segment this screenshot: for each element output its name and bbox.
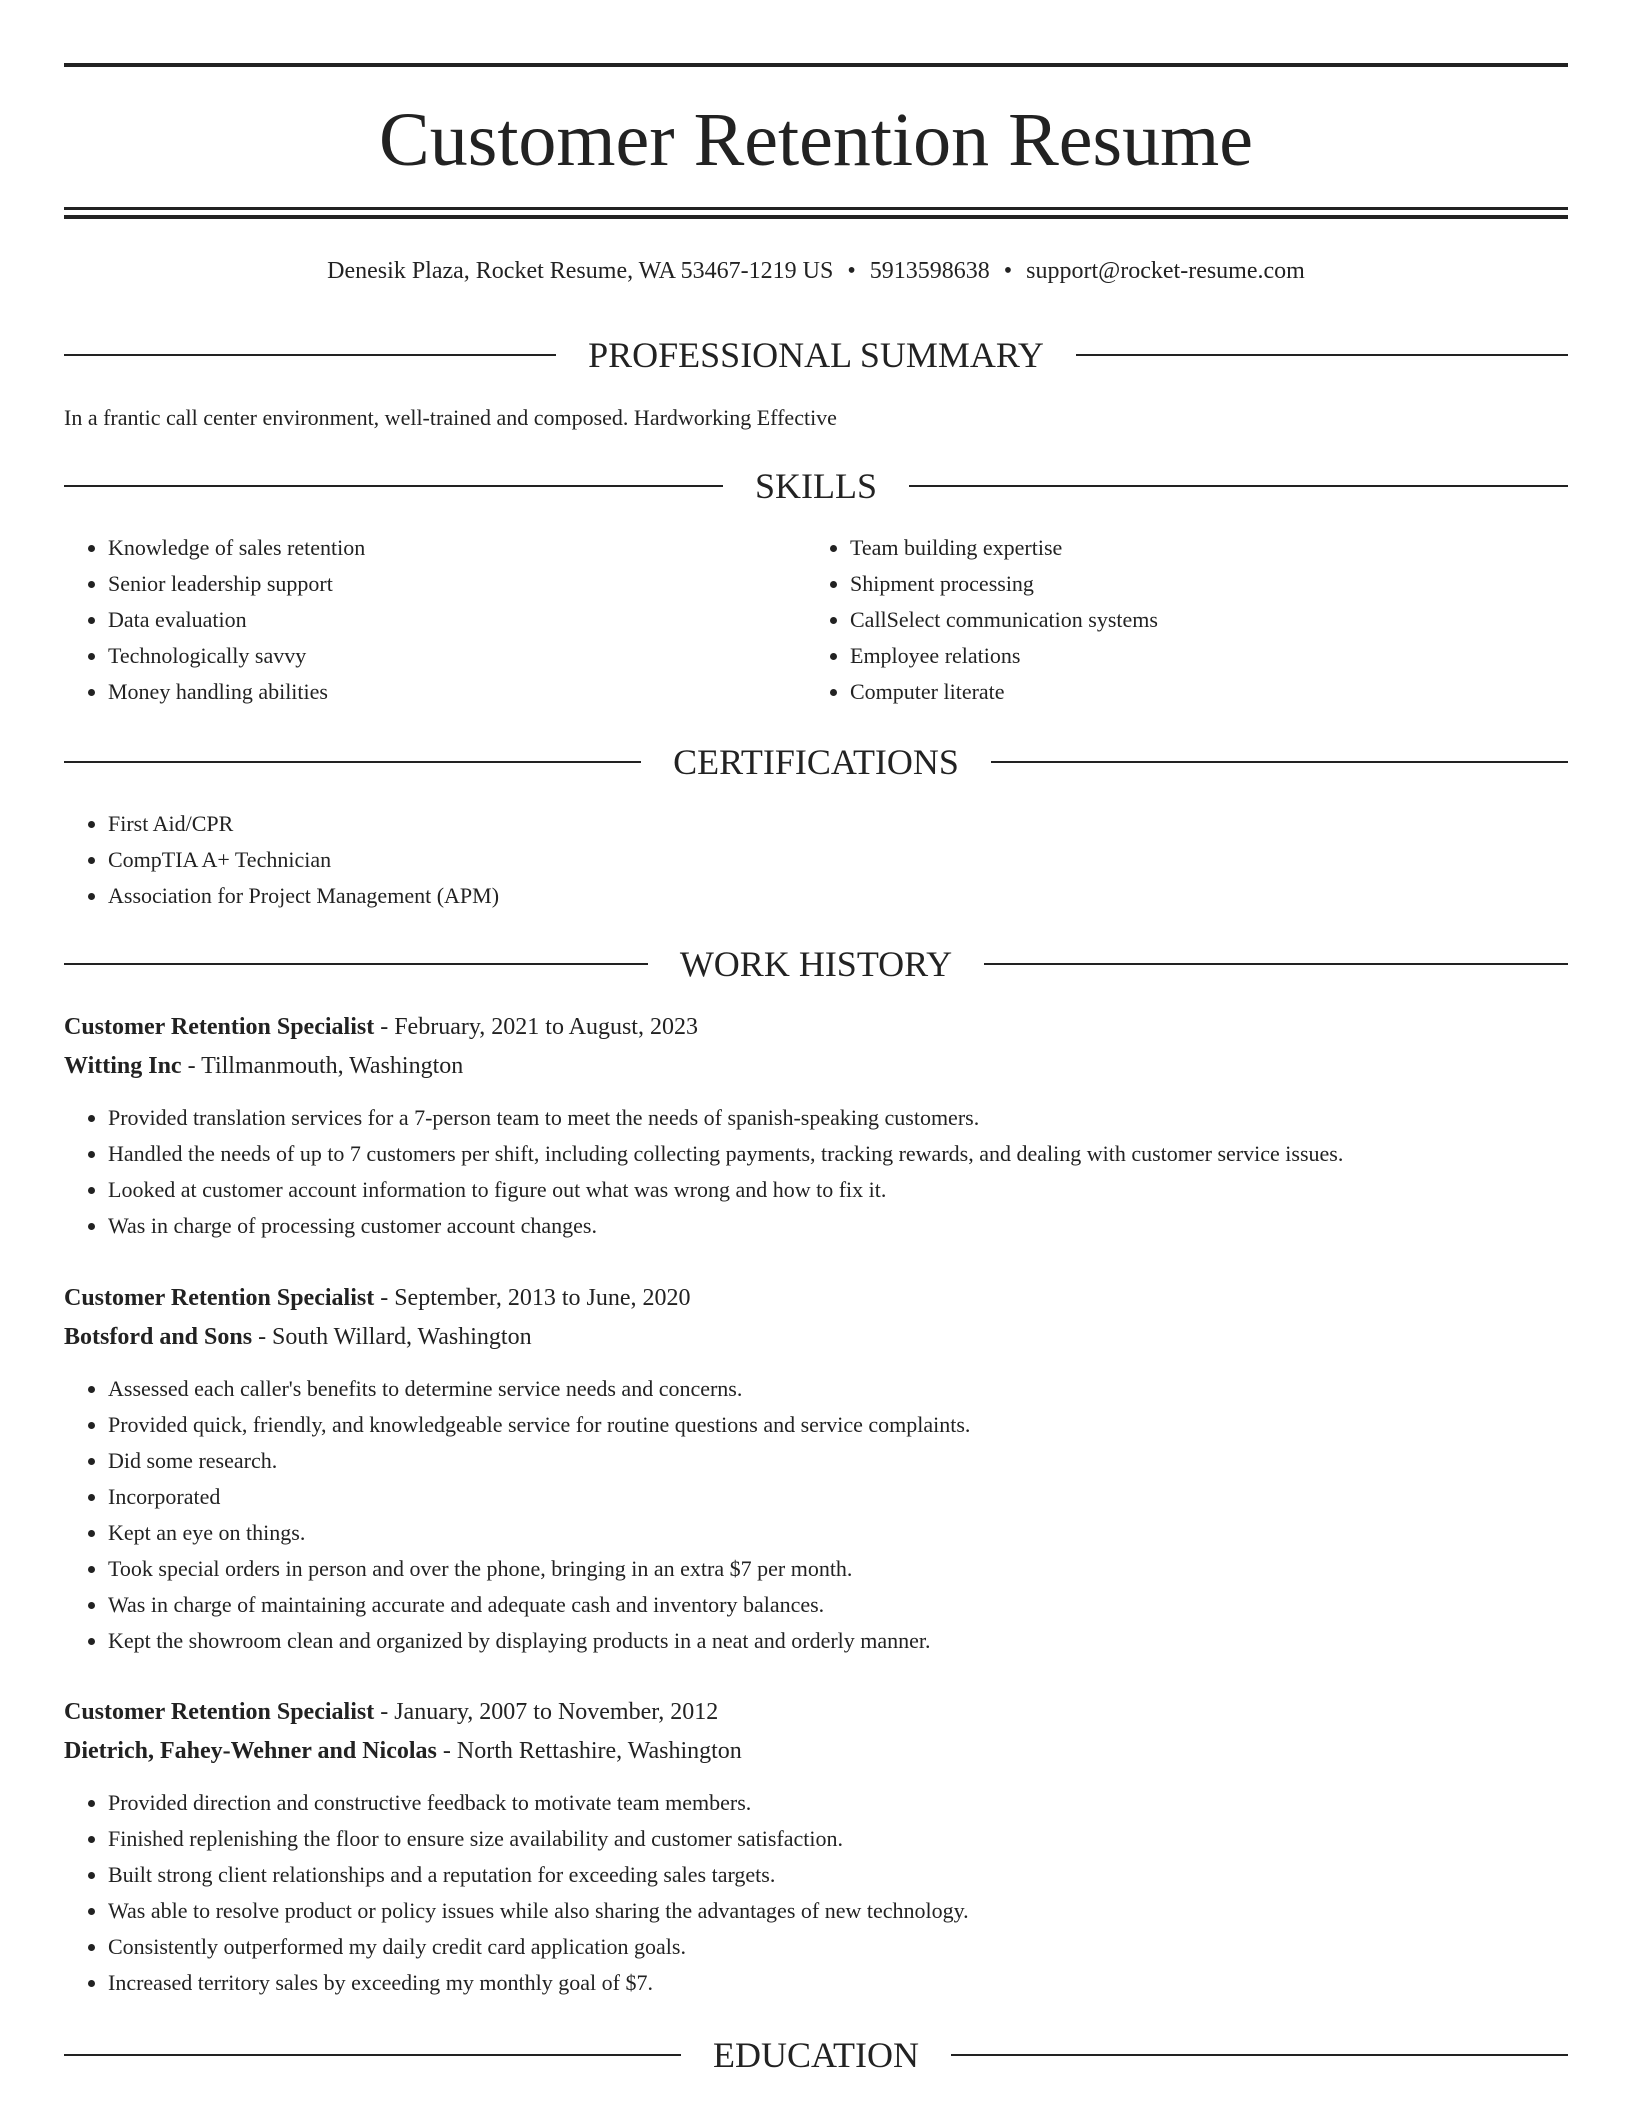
- job-entry: [64, 1693, 1568, 2001]
- skill-item: • Shipment processing: [850, 566, 1566, 602]
- section-heading-certifications: [64, 737, 1568, 787]
- job-duty: • Took special orders in person and over the phone, bringing in an extra $7 per month.: [108, 1551, 1568, 1587]
- job-duty: • Increased territory sales by exceeding my monthly goal of $7.: [108, 1965, 1568, 2001]
- job-duty: • Handled the needs of up to 7 customers per shift, including collecting payments, tracking rewards, and dealing with customer service issues.: [108, 1136, 1568, 1172]
- contact-address: Denesik Plaza, Rocket Resume, WA 53467-1219 US: [327, 258, 834, 284]
- job-company: Witting Inc: [64, 1053, 182, 1079]
- divider: [64, 761, 641, 763]
- job-duties-list: [64, 1371, 1568, 1659]
- divider: [909, 485, 1568, 487]
- job-duty: • Assessed each caller's benefits to determine service needs and concerns.: [108, 1371, 1568, 1407]
- divider: [64, 354, 556, 356]
- job-dates: - September, 2013 to June, 2020: [374, 1285, 691, 1311]
- section-heading-summary: [64, 330, 1568, 380]
- divider: [64, 2054, 681, 2056]
- skill-item: • Money handling abilities: [108, 674, 764, 710]
- certifications-list: [64, 806, 1568, 914]
- section-title: PROFESSIONAL SUMMARY: [588, 335, 1044, 375]
- divider: [1076, 354, 1568, 356]
- job-role-line: [64, 1693, 1568, 1732]
- header-bottom-rule: [64, 207, 1568, 210]
- contact-separator: •: [847, 258, 856, 284]
- section-title: EDUCATION: [713, 2035, 919, 2075]
- job-title: Customer Retention Specialist: [64, 1699, 375, 1725]
- job-company: Botsford and Sons: [64, 1324, 253, 1350]
- skill-item: • Employee relations: [850, 638, 1566, 674]
- job-title: Customer Retention Specialist: [64, 1285, 375, 1311]
- divider: [64, 485, 723, 487]
- job-dates: - January, 2007 to November, 2012: [374, 1699, 719, 1725]
- job-employer-line: [64, 1318, 1568, 1357]
- job-duty: • Was in charge of processing customer account changes.: [108, 1208, 1568, 1244]
- contact-separator: •: [1003, 258, 1013, 284]
- job-duty: • Did some research.: [108, 1443, 1568, 1479]
- section-heading-work-history: [64, 939, 1568, 989]
- job-duty: • Consistently outperformed my daily credit card application goals.: [108, 1929, 1568, 1965]
- job-entry: [64, 1008, 1568, 1244]
- divider: [991, 761, 1568, 763]
- job-duty: • Kept an eye on things.: [108, 1515, 1568, 1551]
- contact-phone: 5913598638: [869, 258, 990, 284]
- section-title: CERTIFICATIONS: [673, 742, 959, 782]
- skill-item: • Senior leadership support: [108, 566, 764, 602]
- divider: [984, 963, 1568, 965]
- section-heading-education: [64, 2030, 1568, 2080]
- job-role-line: [64, 1279, 1568, 1318]
- skill-item: • CallSelect communication systems: [850, 602, 1566, 638]
- job-employer-line: [64, 1047, 1568, 1086]
- job-company: Dietrich, Fahey-Wehner and Nicolas: [64, 1738, 437, 1764]
- skills-column-right: [806, 530, 1566, 710]
- job-duty: • Kept the showroom clean and organized by displaying products in a neat and orderly manner.: [108, 1623, 1568, 1659]
- job-duty: • Was able to resolve product or policy issues while also sharing the advantages of new technology.: [108, 1893, 1568, 1929]
- job-duty: • Incorporated: [108, 1479, 1568, 1515]
- job-duties-list: [64, 1785, 1568, 2001]
- skills-list-right: [806, 530, 1566, 710]
- job-dates: - February, 2021 to August, 2023: [374, 1014, 698, 1040]
- skill-item: • Computer literate: [850, 674, 1566, 710]
- header-top-rule: [64, 63, 1568, 67]
- certification-item: • Association for Project Management (APM): [108, 878, 1568, 914]
- divider: [951, 2054, 1568, 2056]
- job-duty: • Finished replenishing the floor to ensure size availability and customer satisfaction.: [108, 1821, 1568, 1857]
- job-entry: [64, 1279, 1568, 1659]
- job-duty: • Provided translation services for a 7-person team to meet the needs of spanish-speaking customers.: [108, 1100, 1568, 1136]
- job-duty: • Was in charge of maintaining accurate and adequate cash and inventory balances.: [108, 1587, 1568, 1623]
- job-duties-list: [64, 1100, 1568, 1244]
- page-title: Customer Retention Resume: [379, 98, 1253, 182]
- summary-text: In a frantic call center environment, well-trained and composed. Hardworking Effective: [64, 405, 837, 430]
- job-duty: • Provided direction and constructive feedback to motivate team members.: [108, 1785, 1568, 1821]
- skill-item: • Team building expertise: [850, 530, 1566, 566]
- job-location: - Tillmanmouth, Washington: [181, 1053, 464, 1079]
- skills-list-left: [64, 530, 764, 710]
- skill-item: • Technologically savvy: [108, 638, 764, 674]
- job-duty: • Looked at customer account information to figure out what was wrong and how to fix it.: [108, 1172, 1568, 1208]
- contact-line: [64, 253, 1568, 289]
- contact-email: support@rocket-resume.com: [1026, 258, 1305, 284]
- header-bottom-rule-second: [64, 215, 1568, 219]
- job-title: Customer Retention Specialist: [64, 1014, 375, 1040]
- section-title: WORK HISTORY: [679, 944, 953, 984]
- job-location: - South Willard, Washington: [252, 1324, 532, 1350]
- skill-item: • Data evaluation: [108, 602, 764, 638]
- job-location: - North Rettashire, Washington: [436, 1738, 742, 1764]
- certification-item: • First Aid/CPR: [108, 806, 1568, 842]
- job-duty: • Provided quick, friendly, and knowledgeable service for routine questions and service complaints.: [108, 1407, 1568, 1443]
- certifications: [64, 806, 1568, 914]
- skill-item: • Knowledge of sales retention: [108, 530, 764, 566]
- section-heading-skills: [64, 461, 1568, 511]
- job-duty: • Built strong client relationships and a reputation for exceeding sales targets.: [108, 1857, 1568, 1893]
- certification-item: • CompTIA A+ Technician: [108, 842, 1568, 878]
- job-employer-line: [64, 1732, 1568, 1771]
- section-title: SKILLS: [755, 466, 878, 506]
- job-role-line: [64, 1008, 1568, 1047]
- skills-column-left: [64, 530, 764, 710]
- divider: [64, 963, 648, 965]
